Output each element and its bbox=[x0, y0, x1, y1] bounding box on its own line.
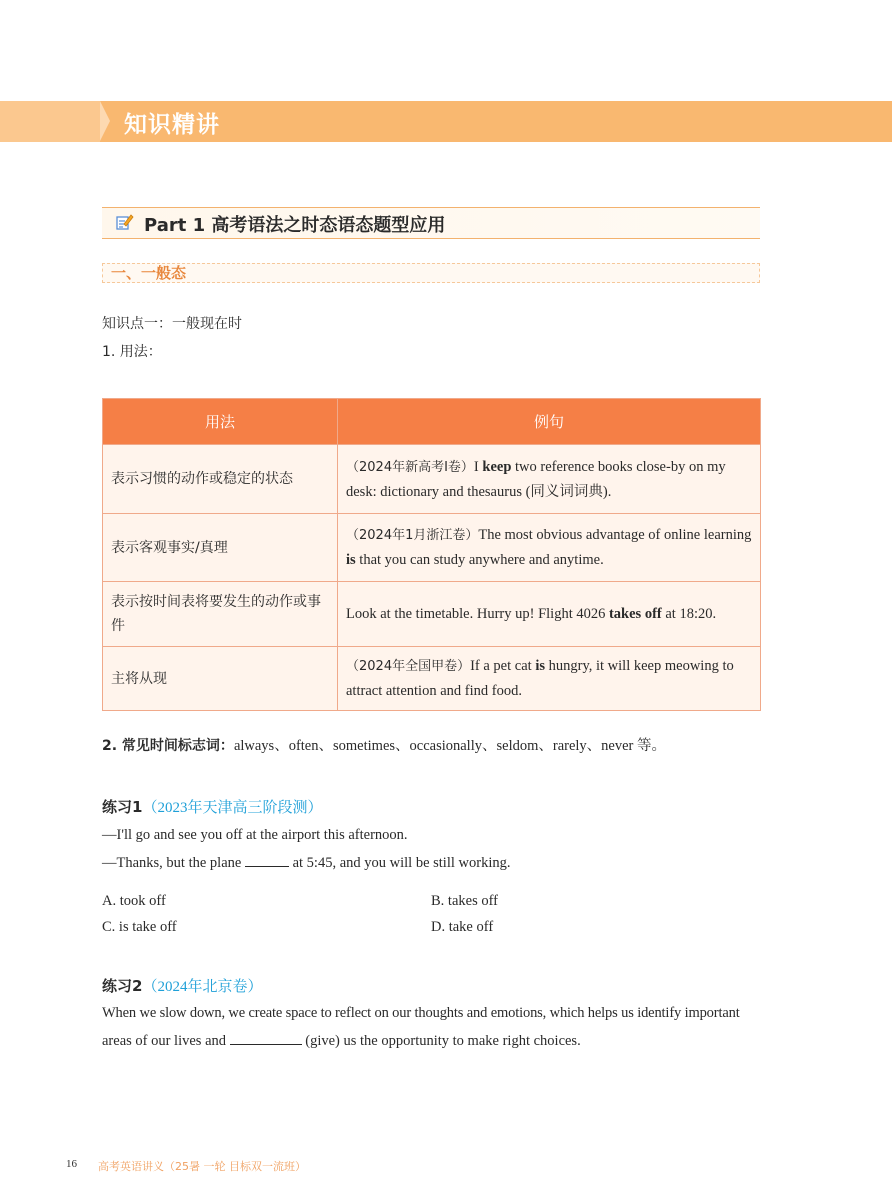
example-source: （2024年全国甲卷） bbox=[346, 659, 471, 674]
section-title: 一、一般态 bbox=[111, 264, 187, 282]
exercise2-label: 练习2 bbox=[102, 977, 143, 995]
answer-blank[interactable] bbox=[230, 1044, 302, 1045]
exercise1-label: 练习1 bbox=[102, 798, 143, 816]
exercise1-line2-post: at 5:45, and you will be still working. bbox=[288, 855, 511, 871]
knowledge-point-heading: 知识点一：一般现在时 bbox=[102, 316, 242, 332]
example-text-post: two reference books close-by on my desk: dictionary and thesaurus (同义词词典). bbox=[346, 458, 726, 500]
example-text-post: at 18:20. bbox=[661, 606, 717, 622]
option-a[interactable]: A. took off bbox=[102, 893, 166, 909]
section-heading-bar bbox=[102, 263, 760, 283]
exercise2-line2 bbox=[102, 1033, 581, 1050]
answer-blank[interactable] bbox=[245, 866, 289, 867]
usage-cell: 表示习惯的动作或稳定的状态 bbox=[103, 445, 338, 514]
exercise1-line2-pre: —Thanks, but the plane bbox=[102, 855, 245, 871]
example-verb: is bbox=[346, 552, 356, 568]
exercise1-source: （2023年天津高三阶段测） bbox=[142, 800, 323, 816]
usage-cell: 表示客观事实/真理 bbox=[103, 514, 338, 582]
part-title: Part 1 高考语法之时态语态题型应用 bbox=[144, 215, 446, 236]
example-cell bbox=[338, 445, 761, 514]
table-row bbox=[103, 445, 761, 514]
time-markers-line bbox=[102, 734, 666, 755]
exercise1-line1: —I'll go and see you off at the airport this afternoon. bbox=[102, 827, 408, 843]
example-verb: is bbox=[535, 658, 545, 674]
table-row bbox=[103, 647, 761, 711]
usage-table bbox=[102, 398, 761, 711]
example-source: （2024年1月浙江卷） bbox=[346, 528, 479, 543]
option-b[interactable]: B. takes off bbox=[431, 893, 498, 909]
example-verb: keep bbox=[482, 458, 512, 475]
pencil-note-icon bbox=[114, 212, 134, 232]
example-verb: takes off bbox=[608, 606, 662, 622]
exercise1-line2 bbox=[102, 855, 510, 872]
table-header-usage: 用法 bbox=[103, 399, 338, 445]
table-row bbox=[103, 582, 761, 647]
example-cell bbox=[338, 647, 761, 711]
example-text-pre: Look at the timetable. Hurry up! Flight 4026 bbox=[346, 606, 609, 622]
example-text-post: hungry, it will keep meowing to attract attention and find food. bbox=[346, 658, 734, 699]
exercise2-source: （2024年北京卷） bbox=[142, 979, 263, 995]
usage-heading: 1. 用法： bbox=[102, 344, 162, 360]
example-text-pre: I bbox=[473, 458, 483, 475]
example-source: （2024年新高考I卷） bbox=[346, 459, 474, 475]
banner-arrow-notch bbox=[100, 101, 110, 141]
chapter-banner bbox=[0, 101, 892, 142]
example-text-pre: The most obvious advantage of online learning bbox=[478, 527, 752, 543]
time-markers-label: 2. 常见时间标志词： bbox=[102, 738, 234, 754]
banner-left-block bbox=[0, 101, 100, 142]
example-text-post: that you can study anywhere and anytime. bbox=[355, 552, 604, 568]
exercise2-line2-post: (give) us the opportunity to make right choices. bbox=[301, 1033, 581, 1049]
footer-text: 高考英语讲义（25暑 一轮 目标双一流班） bbox=[98, 1160, 306, 1173]
table-header-row bbox=[103, 399, 761, 445]
usage-cell: 主将从现 bbox=[103, 647, 338, 711]
chapter-title: 知识精讲 bbox=[124, 112, 220, 138]
usage-cell: 表示按时间表将要发生的动作或事件 bbox=[103, 582, 338, 647]
example-cell bbox=[338, 582, 761, 647]
exercise2-heading bbox=[102, 975, 262, 996]
exercise2-line2-pre: areas of our lives and bbox=[102, 1033, 230, 1049]
example-cell bbox=[338, 514, 761, 582]
example-text-pre: If a pet cat bbox=[470, 658, 536, 674]
option-d[interactable]: D. take off bbox=[431, 919, 494, 935]
exercise1-heading bbox=[102, 796, 322, 817]
table-header-example: 例句 bbox=[338, 399, 761, 445]
time-markers-words: always、often、sometimes、occasionally、seldom、rarely、never 等。 bbox=[233, 738, 667, 754]
exercise2-line1: When we slow down, we create space to reflect on our thoughts and emotions, which helps us identify important bbox=[102, 1005, 740, 1021]
part-heading-bar bbox=[102, 207, 760, 239]
option-c[interactable]: C. is take off bbox=[102, 919, 177, 935]
table-row bbox=[103, 514, 761, 582]
page-number: 16 bbox=[66, 1158, 77, 1170]
